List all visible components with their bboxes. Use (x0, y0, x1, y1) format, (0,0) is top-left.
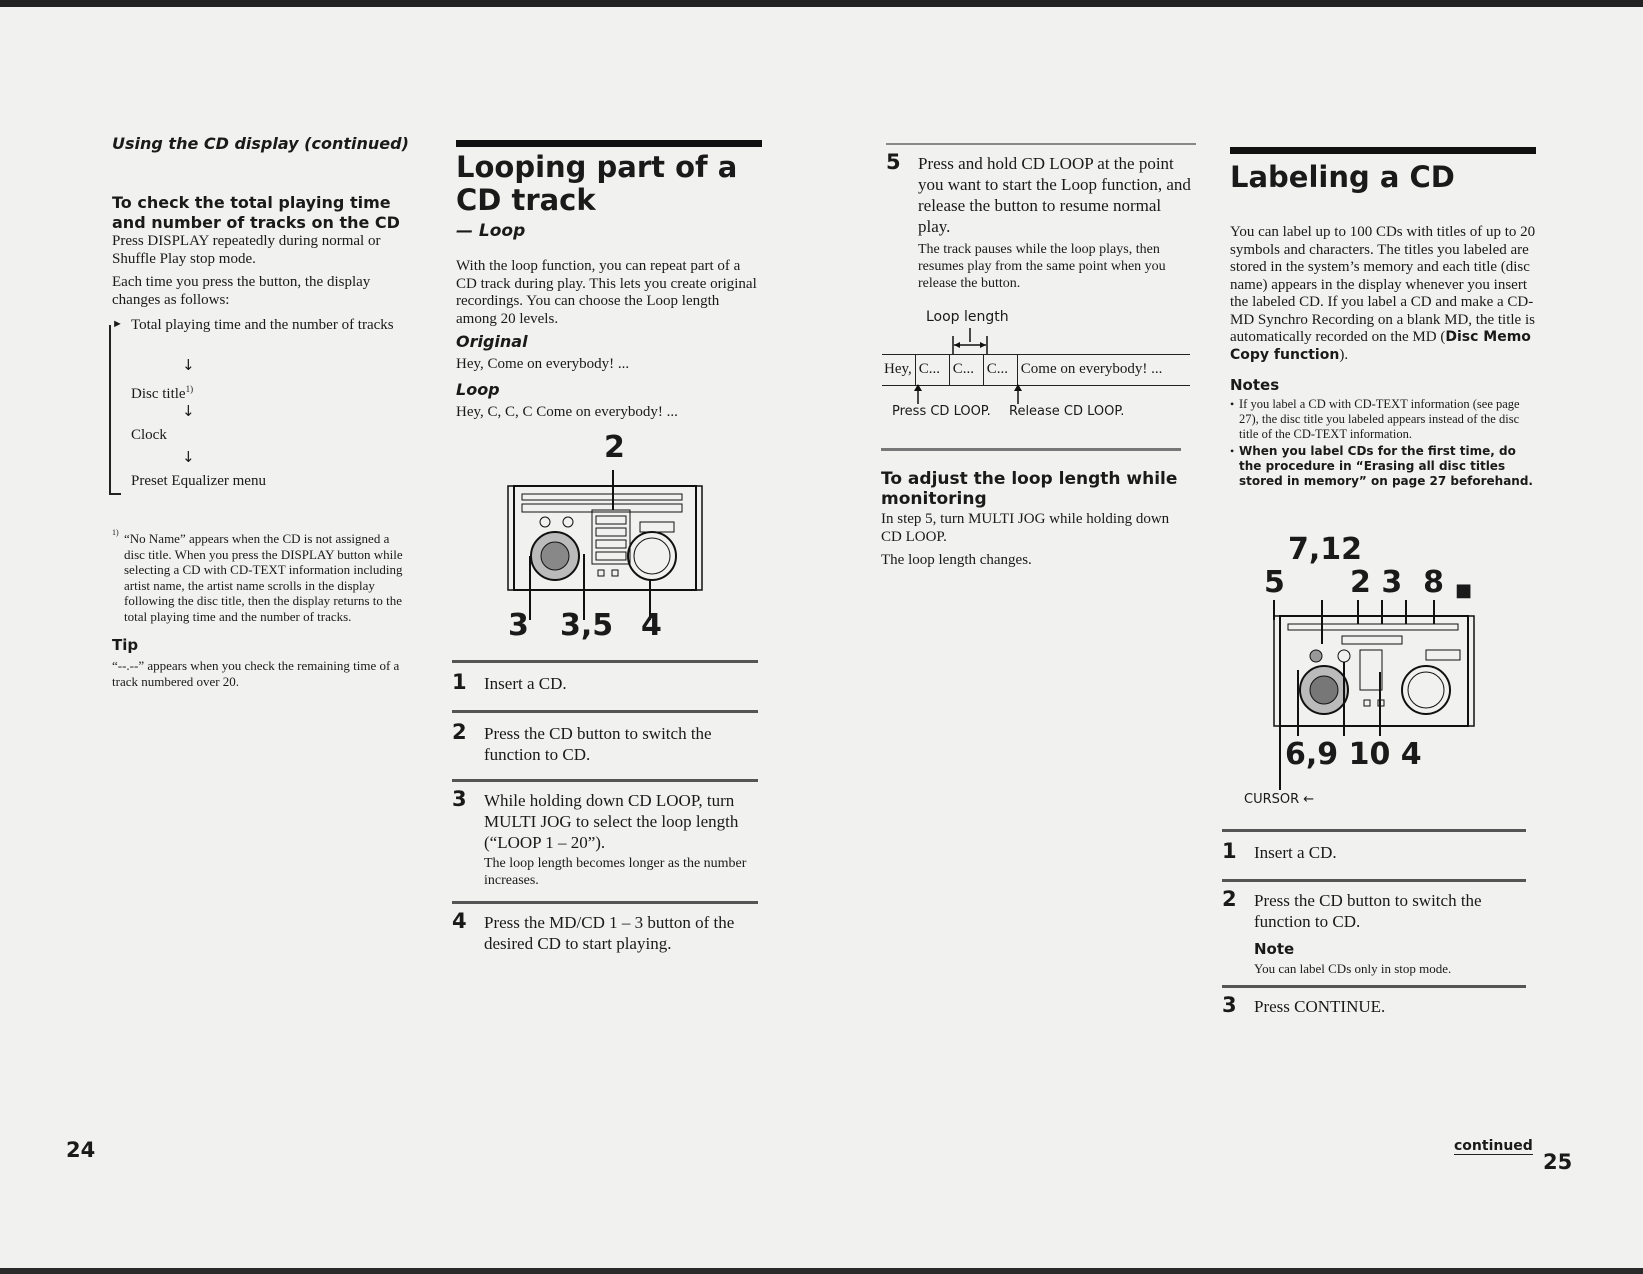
flow-item: Total playing time and the number of tracks (131, 317, 394, 333)
step-item (1222, 839, 1526, 863)
flow-item: Disc title$^{1)}$ (131, 384, 194, 402)
note-label: Note (1254, 940, 1295, 958)
timeline-cell: Hey, (882, 355, 916, 385)
step-rule (452, 779, 758, 782)
running-head: Using the CD display (continued) (112, 134, 409, 153)
loop-label: Loop (456, 379, 500, 399)
section-rule (881, 448, 1181, 451)
continued-label: continued (1454, 1138, 1533, 1154)
step-item (886, 150, 1196, 292)
cursor-label: CURSOR ← (1244, 792, 1315, 807)
step-rule (452, 710, 758, 713)
step-number: 1 (1222, 839, 1237, 863)
timeline-cell: Come on everybody! ... (1020, 361, 1163, 377)
intro-paragraph: With the loop function, you can repeat part of a CD track during play. This lets you create original recordings. You can choose the Loop length among 20 levels. (456, 258, 757, 327)
paragraph: In step 5, turn MULTI JOG while holding down CD LOOP. (881, 511, 1170, 545)
callout-label: 5 (1264, 565, 1285, 600)
step-text: While holding down CD LOOP, turn MULTI JOG to select the loop length (“LOOP 1 – 20”). (484, 791, 739, 852)
press-label: Press CD LOOP. (892, 404, 991, 419)
step-text: Press CONTINUE. (1254, 996, 1386, 1016)
loop-steps (452, 660, 758, 954)
timeline-cell: C... (916, 355, 950, 385)
timeline-cell: C... (950, 355, 984, 385)
release-label: Release CD LOOP. (1009, 404, 1125, 419)
callout-label: 3 (508, 608, 529, 643)
looping-column (456, 140, 762, 421)
step-number: 5 (886, 150, 901, 174)
callout-label: 2 (604, 430, 625, 465)
step-note: The loop length becomes longer as the number increases. (484, 856, 747, 888)
subsection-title: To adjust the loop length while monitoring (881, 469, 1178, 509)
flow-bracket (109, 493, 121, 495)
timeline-cell: C... (984, 355, 1018, 385)
timeline-arrows (910, 384, 1030, 404)
flow-item: Preset Equalizer menu (131, 473, 266, 489)
callout-label: 4 (641, 608, 662, 643)
step-rule (452, 901, 758, 904)
loop-length-marker (950, 328, 990, 354)
arrow-down-icon: ↓ (182, 448, 195, 466)
note-item: • When you label CDs for the first time, do the procedure in “Erasing all disc titles stored in memory” on page 27 beforehand. (1230, 444, 1533, 488)
step-rule (452, 660, 758, 663)
loop-text: Hey, C, C, C Come on everybody! ... (456, 403, 678, 420)
original-text: Hey, Come on everybody! ... (456, 356, 630, 372)
page-number-left: 24 (66, 1138, 96, 1162)
step-note: You can label CDs only in stop mode. (1254, 961, 1452, 976)
section-heading: Looping part of a CD track (456, 150, 738, 217)
step-number: 4 (452, 909, 467, 933)
original-label: Original (456, 332, 528, 351)
step-number: 1 (452, 670, 467, 694)
step-rule (1222, 829, 1526, 832)
loop-continued-column (886, 143, 1196, 292)
section-title: To check the total playing time and number of tracks on the CD (112, 193, 400, 232)
loop-length-label: Loop length (926, 309, 1009, 325)
page-bottom-edge (0, 1268, 1643, 1274)
flow-item: Clock (131, 427, 167, 443)
step-rule (1222, 985, 1526, 988)
step-note: The track pauses while the loop plays, then resumes play from the same point when you release the button. (918, 242, 1166, 291)
step-item (452, 909, 758, 954)
footnote: 1) “No Name” appears when the CD is not assigned a disc title. When you press the DISPLAY button while selecting a CD with CD-TEXT information including artist name, the artist name scrolls in the display following the disc title, then the display returns to the total playing time and the number of tracks. (112, 528, 403, 624)
section-subtitle: — Loop (456, 221, 526, 241)
step-number: 2 (1222, 887, 1237, 911)
display-flow (112, 317, 412, 497)
stop-icon: ■ (1455, 580, 1473, 601)
step-text: Press the CD button to switch the function to CD. (1254, 891, 1482, 931)
flow-bracket (109, 325, 111, 495)
arrow-right-icon: ► (112, 318, 123, 330)
loop-timeline (882, 354, 1190, 386)
callout-label: 2 3 8 (1350, 565, 1444, 600)
step-number: 3 (452, 787, 467, 811)
arrow-down-icon: ↓ (182, 356, 195, 374)
step-number: 3 (1222, 992, 1237, 1017)
intro-paragraph: You can label up to 100 CDs with titles of up to 20 symbols and characters. The titles you labeled are stored in the system’s memory and each title (disc name) appears in the display whenever you insert the labeled CD. If you label a CD and make a CD-MD Synchro Recording on a blank MD, the title is automatically recorded on the MD (Disc Memo Copy function). (1230, 224, 1536, 363)
adjust-section (881, 448, 1181, 570)
labeling-column (1230, 147, 1536, 489)
step-text: Insert a CD. (484, 674, 567, 693)
paragraph: The loop length changes. (881, 552, 1032, 568)
stereo-unit-illustration (500, 470, 710, 620)
section-rule (1230, 147, 1536, 154)
callout-label: 7,12 (1288, 532, 1363, 567)
notes-label: Notes (1230, 376, 1280, 394)
paragraph: Each time you press the button, the display changes as follows: (112, 274, 371, 308)
section-rule (456, 140, 762, 147)
page-top-edge (0, 0, 1643, 7)
page-number-right: 25 (1543, 1150, 1573, 1174)
step-text: Press and hold CD LOOP at the point you want to start the Loop function, and release the button to resume normal play. (918, 154, 1191, 236)
step-rule (886, 143, 1196, 145)
cd-display-column (112, 134, 412, 689)
step-item (452, 720, 758, 765)
paragraph: Press DISPLAY repeatedly during normal or Shuffle Play stop mode. (112, 233, 381, 267)
step-text: Press the MD/CD 1 – 3 button of the desired CD to start playing. (484, 913, 735, 953)
tip-label: Tip (112, 636, 139, 654)
step-item (452, 787, 758, 889)
step-text: Insert a CD. (1254, 843, 1337, 862)
tip-text: “--.--” appears when you check the remaining time of a track numbered over 20. (112, 658, 400, 689)
step-text: Press the CD button to switch the function to CD. (484, 724, 712, 764)
arrow-down-icon: ↓ (182, 402, 195, 420)
step-item (1222, 887, 1526, 977)
step-number: 2 (452, 720, 467, 744)
labeling-steps (1222, 829, 1526, 1017)
note-item: • If you label a CD with CD-TEXT information (see page 27), the disc title you labeled appears instead of the disc title of the CD-TEXT information. (1230, 397, 1520, 441)
callout-label: 3,5 (560, 608, 614, 643)
step-item (1222, 992, 1526, 1017)
step-rule (1222, 879, 1526, 882)
section-heading: Labeling a CD (1230, 160, 1455, 194)
callout-label: 6,9 10 4 (1285, 737, 1422, 772)
step-item (452, 670, 758, 694)
